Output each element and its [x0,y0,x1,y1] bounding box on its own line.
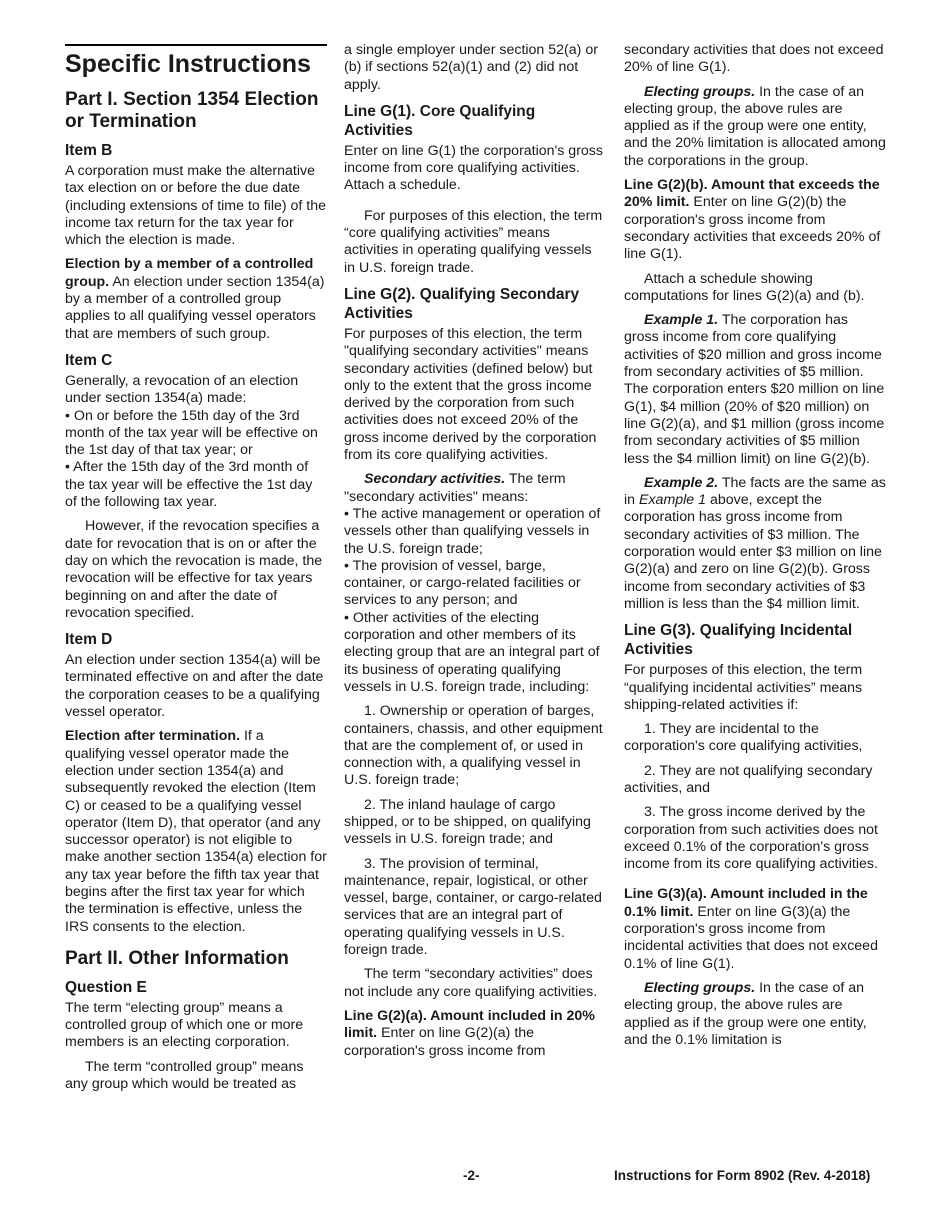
page-number: -2- [463,1168,480,1183]
secondary-exclusion: The term “secondary activities” does not include any core qualifying activities. [344,966,598,1000]
bullet-icon: • [65,459,70,476]
line-g3-numbered-1: 1. They are incidental to the corporation's core qualifying activities, [624,721,863,755]
example-2-text-a: The facts are the same as in [624,474,886,509]
question-e-text-2: The term “controlled group” means any group which would be treated as [65,1058,304,1093]
item-c-bullet-text: After the 15th day of the 3rd month of the tax year will be effective the 1st day of the following tax year. [65,459,313,511]
item-d-heading: Item D [65,631,113,649]
secondary-bullet [344,506,606,558]
bullet-icon: • [344,609,349,626]
electing-groups-text: In the case of an electing group, the above rules are applied as if the group were one entity, and the 20% limitation is allocated among the corporations in the group. [624,83,886,169]
example-1-text: The corporation has gross income from core qualifying activities of $20 million and gross income from secondary activities of $5 million. The corporation enters $20 million on line G(1), $4 million (20% of $20 million) on line G(2)(a), and $1 million (gross income from secondary activities of $5 million less the $4 million limit) on line G(2)(b). [624,312,885,467]
electing-groups-lead: Electing groups. [644,83,756,100]
attach-schedule-text: Attach a schedule showing computations for lines G(2)(a) and (b). [624,270,865,304]
item-c-however: However, if the revocation specifies a date for revocation that is on or after the day on which the revocation is made, the revocation will be effective for tax years beginning on and after the date of revocation specified. [65,518,323,621]
electing-groups-2-lead: Electing groups. [644,979,756,996]
item-c-intro: Generally, a revocation of an election under section 1354(a) made: [65,372,299,407]
item-c-bullet-text: On or before the 15th day of the 3rd month of the tax year will be effective on the 1st day of that tax year; or [65,407,318,459]
line-g3-numbered-3: 3. The gross income derived by the corporation from such activities does not exceed 0.1% of the corporation's gross income from its core qualifying activities. [624,804,878,873]
election-after-termination-paragraph [65,728,327,936]
continued-text: secondary activities that does not exceed 20% of line G(1). [624,42,884,76]
secondary-activities-text: The term "secondary activities" means: [344,471,566,505]
part2-heading: Part II. Other Information [65,947,289,969]
controlled-group-paragraph [65,256,327,342]
example-1-paragraph [624,312,886,468]
example-2-reference: Example 1 [639,492,707,509]
line-g3-heading: Line G(3). Qualifying Incidental Activities [624,622,853,659]
line-g3a-lead: Line G(3)(a). Amount included in the 0.1% limit. [624,886,868,920]
controlled-group-text: An election under section 1354(a) by a member of a controlled group applies to all qualifying vessel operators that are members of such group. [65,273,325,342]
line-g2b-lead: Line G(2)(b). Amount that exceeds the 20% limit. [624,177,880,211]
line-g2-heading: Line G(2). Qualifying Secondary Activities [344,285,580,322]
example-2-lead: Example 2. [644,474,719,491]
secondary-bullet-text: The active management or operation of vessels other than qualifying vessels in the U.S. foreign trade; [344,505,601,557]
item-c-bullet [65,408,327,460]
line-g2a-lead: Line G(2)(a). Amount included in 20% limit. [344,1007,595,1042]
line-g2b-text: Enter on line G(2)(b) the corporation's gross income from secondary activities that exceeds 20% of line G(1). [624,194,881,263]
part1-heading: Part I. Section 1354 Election or Termination [65,89,319,132]
secondary-numbered-1: 1. Ownership or operation of barges, containers, chassis, and other equipment that are the complement of, or used in connection with, a qualifying vessel in U.S. foreign trade; [344,703,603,789]
secondary-bullet [344,610,606,696]
title-rule [65,44,327,46]
secondary-bullet-text: The provision of vessel, barge, container, or cargo-related facilities or services to any person; and [344,557,581,609]
bullet-icon: • [65,407,70,424]
line-g2a-paragraph [344,1008,606,1060]
continued-text: a single employer under section 52(a) or (b) if sections 52(a)(1) and (2) did not apply. [344,42,598,93]
question-e-text-1: The term “electing group” means a controlled group of which one or more members is an electing corporation. [65,999,304,1051]
line-g2-text: For purposes of this election, the term "qualifying secondary activities" means secondary activities (defined below) but only to the extent that the gross income derived by the corporation from such activities does not exceed 20% of the gross income derived by the corporation from its core qualifying activities. [344,325,597,464]
secondary-bullet-text: Other activities of the electing corporation and other members of its electing group that are an integral part of its business of operating qualifying vessels in U.S. foreign trade, including: [344,609,600,695]
item-b-text: A corporation must make the alternative tax election on or before the due date (including extensions of time to file) of the income tax return for the tax year for which the election is made. [65,163,327,249]
termination-text: If a qualifying vessel operator made the election under section 1354(a) and subsequently revoked the election (Item C) or ceased to be a qualifying vessel operator (Item D), that operator (and any successor operator) is not eligible to make another section 1354(a) election for any tax year before the fifth tax year that begins after the first tax year for which the termination is effective, unless the IRS consents to the election. [65,728,327,935]
line-g3a-paragraph [624,886,886,972]
example-2-text-b: above, except the corporation has gross income from secondary activities of $3 million. The corporation would enter $3 million on line G(2)(a) and zero on line G(2)(b). Gross income from secondary activities of $3 million is less than the $4 million limit. [624,492,882,612]
item-c-bullet [65,459,327,511]
line-g2b-paragraph [624,177,886,263]
secondary-activities-paragraph [344,471,606,506]
controlled-group-lead: Election by a member of a controlled group. [65,256,314,290]
electing-groups-paragraph [624,84,886,170]
column-3 [624,42,886,1056]
question-e-heading: Question E [65,978,147,996]
column-2 [344,42,606,1067]
page-title: Specific Instructions [65,50,311,78]
form-reference: Instructions for Form 8902 (Rev. 4-2018) [614,1168,871,1183]
item-c-heading: Item C [65,351,113,369]
example-1-lead: Example 1. [644,312,719,329]
bullet-icon: • [344,505,349,522]
line-g3-numbered-2: 2. They are not qualifying secondary activities, and [624,762,873,796]
column-1 [65,42,327,1100]
item-d-text: An election under section 1354(a) will be terminated effective on and after the date the corporation ceases to be a qualifying vessel operator. [65,652,324,721]
line-g1-text: Enter on line G(1) the corporation's gross income from core qualifying activities. Attach a schedule. [344,142,603,194]
electing-groups-2-paragraph [624,980,886,1049]
line-g1-purposes: For purposes of this election, the term “core qualifying activities” means activities in operating qualifying vessels in U.S. foreign trade. [344,207,603,276]
item-b-heading: Item B [65,142,113,159]
example-2-paragraph [624,475,886,613]
line-g3-text: For purposes of this election, the term “qualifying incidental activities” means shipping-related activities if: [624,662,863,713]
bullet-icon: • [344,557,349,574]
secondary-activities-lead: Secondary activities. [364,471,506,488]
line-g1-heading: Line G(1). Core Qualifying Activities [344,102,536,139]
termination-lead: Election after termination. [65,728,241,745]
secondary-numbered-2: 2. The inland haulage of cargo shipped, or to be shipped, on qualifying vessels in U.S. foreign trade; and [344,796,591,848]
secondary-bullet [344,558,606,610]
line-g3a-text: Enter on line G(3)(a) the corporation's gross income from incidental activities that does not exceed 0.1% of line G(1). [624,903,878,972]
secondary-numbered-3: 3. The provision of terminal, maintenance, repair, logistical, or other vessel, barge, container, or cargo-related services that are an integral part of operating qualifying vessels in U.S. foreign trade. [344,855,602,959]
electing-groups-2-text: In the case of an electing group, the above rules are applied as if the group were one entity, and the 0.1% limitation is [624,979,867,1048]
line-g2a-text: Enter on line G(2)(a) the corporation's gross income from [344,1025,546,1059]
